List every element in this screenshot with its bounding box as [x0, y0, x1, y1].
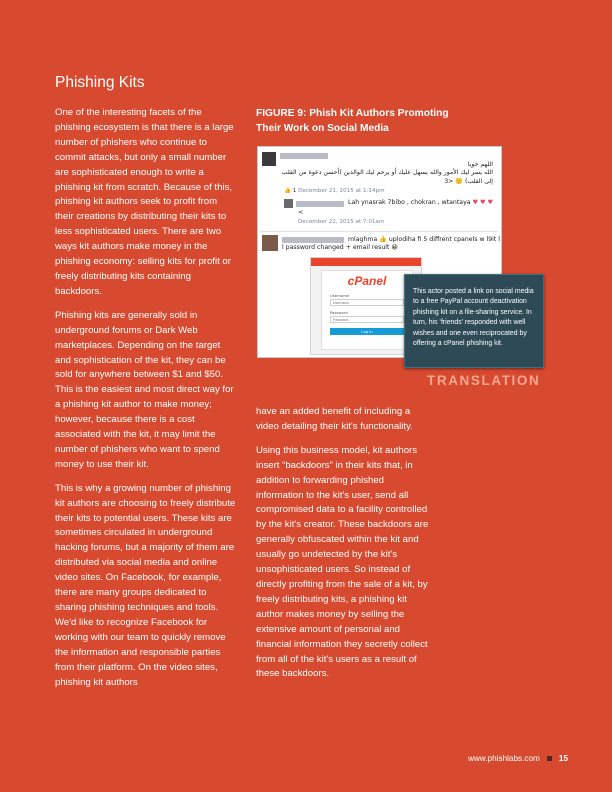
page-footer [468, 754, 568, 763]
divider [260, 231, 498, 232]
username-input[interactable] [330, 299, 404, 306]
like-icon: 👍 [284, 188, 291, 194]
cpanel-logo: cPanel [347, 274, 387, 288]
reply-extra: < [298, 209, 304, 216]
paragraph: One of the interesting facets of the phishing ecosystem is that there is a large number of phishers who continue to commit attacks, but only a small number are sophisticated enough to write a phishing kit from scratch. Because of this, phishing kit authors seek to profit from their creations by distributing their kits to less sophisticated users. There are two ways kit authors make money in the phishing economy: selling kits for profit or freely distributing kits containing backdoors. [55, 107, 234, 297]
callout-text: This actor posted a link on social media to a free PayPal account deactivation phishing kit on a file-sharing service. In turn, his ‘friends’ responded with well wishes and one even reciprocated by offering a cPanel phishing kit. [413, 288, 534, 348]
comment-text: mlaghma 👍 uplodiha fi 5 diffrent cpanels w l9it l l password changed + email result 😀 [282, 236, 501, 251]
commenter-avatar [262, 235, 278, 251]
post-line-2: الله يسر ليك الأمور والله يسهل عليك أو يرحم ليك الوالدين (أحسن دعوة من القلب [281, 169, 493, 176]
separator-square [547, 756, 552, 761]
left-column [55, 106, 237, 699]
poster-avatar [262, 152, 276, 166]
redacted-name [280, 153, 328, 159]
login-button[interactable]: Log in [330, 328, 404, 335]
reply-text-body: Lah ynasrak 7bibo , chokran , wtantaya [348, 199, 471, 206]
post-line-3: إلى القلب) 🙂 <3 [444, 178, 493, 185]
paragraph: have an added benefit of including a video detailing their kit's functionality. [256, 406, 413, 432]
like-count: 1 [292, 188, 297, 194]
right-column [256, 405, 434, 691]
section-title: Phishing Kits [55, 74, 145, 91]
redacted-name [296, 201, 344, 207]
callout-box [404, 274, 544, 368]
paragraph: Phishing kits are generally sold in underground forums or Dark Web marketplaces. Depending on the target and sophistication of the kit, they can be sold for anywhere between $1 and $50. This is the easiest and most direct way for a phishing kit author to make money; however, because there is a cost associated with the kit, it may limit the number of phishers who want to spend money to use their kit. [55, 309, 234, 470]
translation-label: TRANSLATION [427, 373, 541, 388]
page-number: 15 [558, 754, 568, 763]
cpanel-form [321, 270, 413, 350]
reply-text [348, 199, 493, 207]
post-date: December 21, 2015 at 1:14pm [298, 188, 385, 194]
post-meta [284, 188, 385, 194]
paragraph: This is why a growing number of phishing kit authors are choosing to freely distribute their kits to potential users. These kits are sometimes circulated in underground hacking forums, but a majority of them are distributed via social media and online video sites. On Facebook, for example, there are many groups dedicated to sharing phishing techniques and tools. We'd like to recognize Facebook for working with our team to quickly remove the information and responsible parties from their platform. On the video sites, phishing kit authors [55, 482, 236, 688]
footer-url[interactable]: www.phishlabs.com [467, 754, 540, 763]
reply-date: December 22, 2015 at 7:01am [298, 219, 385, 225]
username-label: Username [330, 293, 350, 298]
paragraph: Using this business model, kit authors insert “backdoors” in their kits that, in addition to forwarding phished information to the kit's user, send all compromised data to a facility controlled by the kit's creator. These backdoors are generally obfuscated within the kit and usually go undetected by the kit's unsophisticated users. So instead of directly profiting from the sale of a kit, by freely distributing kits, a phishing kit author makes money by selling the extensive amount of personal and financial information they secretly collect from all of the kit's users as a result of these backdoors. [256, 444, 429, 680]
heart-icons: ♥ ♥ ♥ [472, 199, 494, 206]
password-input[interactable] [330, 316, 404, 323]
cpanel-header-bar [311, 258, 421, 266]
figure-caption: FIGURE 9: Phish Kit Authors Promoting Their Work on Social Media [256, 108, 449, 134]
reply-avatar [284, 199, 293, 208]
post-line-1: اللهم خويا [467, 161, 493, 168]
password-label: Password [330, 310, 348, 315]
